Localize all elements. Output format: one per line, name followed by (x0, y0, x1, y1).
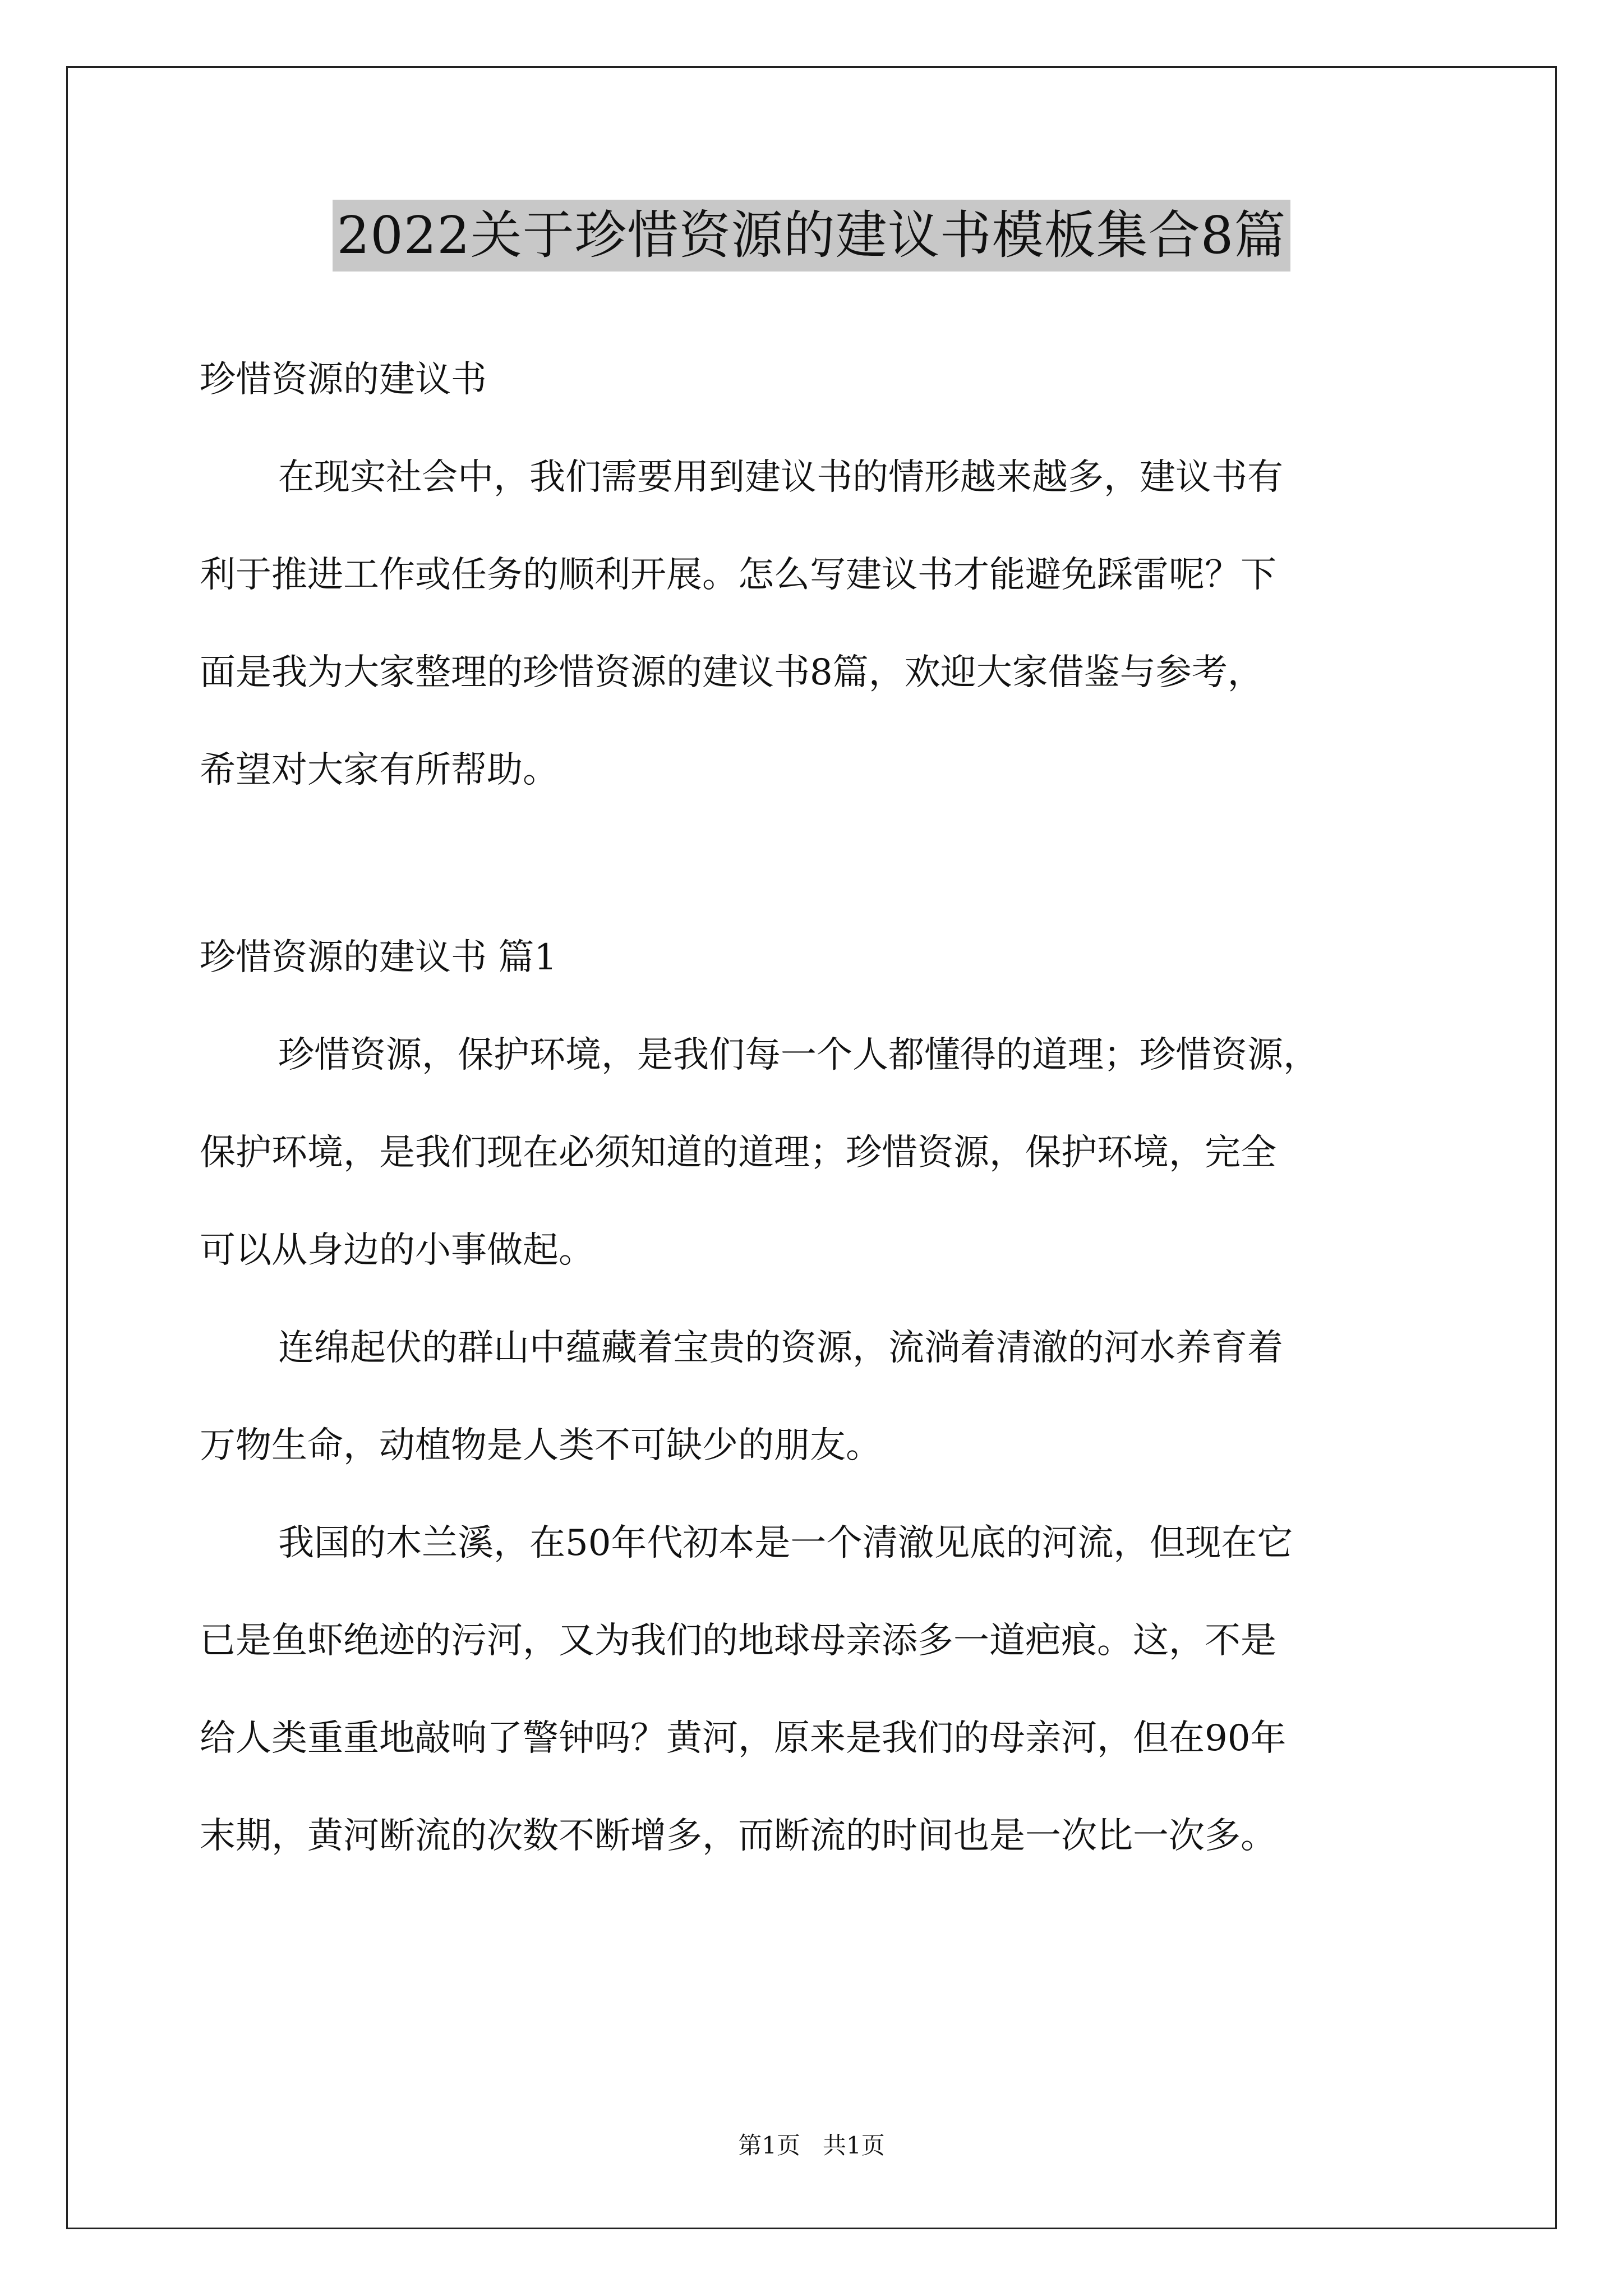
document-title: 2022关于珍惜资源的建议书模板集合8篇 (333, 200, 1291, 272)
intro-heading: 珍惜资源的建议书 (200, 359, 487, 401)
paragraph-line: 珍惜资源，保护环境，是我们每一个人都懂得的道理；珍惜资源， (278, 1034, 1319, 1076)
title-container (0, 200, 1623, 272)
section-heading: 珍惜资源的建议书 篇1 (200, 937, 557, 978)
paragraph-line: 万物生命，动植物是人类不可缺少的朋友。 (200, 1425, 882, 1466)
page-footer: 第1页 共1页 (738, 2132, 885, 2159)
section-spacer (200, 819, 1433, 909)
intro-line: 在现实社会中，我们需要用到建议书的情形越来越多，建议书有 (278, 457, 1283, 498)
paragraph-line: 末期，黄河断流的次数不断增多，而断流的时间也是一次比一次多。 (200, 1815, 1276, 1857)
paragraph-line: 我国的木兰溪，在50年代初本是一个清澈见底的河流，但现在它 (278, 1522, 1293, 1564)
paragraph-line: 连绵起伏的群山中蕴藏着宝贵的资源，流淌着清澈的河水养育着 (278, 1327, 1283, 1369)
document-body (200, 331, 1433, 1885)
paragraph-line: 已是鱼虾绝迹的污河，又为我们的地球母亲添多一道疤痕。这，不是 (200, 1620, 1276, 1662)
intro-line: 希望对大家有所帮助。 (200, 749, 559, 791)
paragraph-line: 给人类重重地敲响了警钟吗？黄河，原来是我们的母亲河，但在90年 (200, 1718, 1287, 1759)
paragraph-line: 可以从身边的小事做起。 (200, 1230, 594, 1271)
intro-line: 面是我为大家整理的珍惜资源的建议书8篇，欢迎大家借鉴与参考， (200, 652, 1264, 693)
intro-line: 利于推进工作或任务的顺利开展。怎么写建议书才能避免踩雷呢？下 (200, 554, 1276, 596)
paragraph-line: 保护环境，是我们现在必须知道的道理；珍惜资源，保护环境，完全 (200, 1132, 1276, 1174)
